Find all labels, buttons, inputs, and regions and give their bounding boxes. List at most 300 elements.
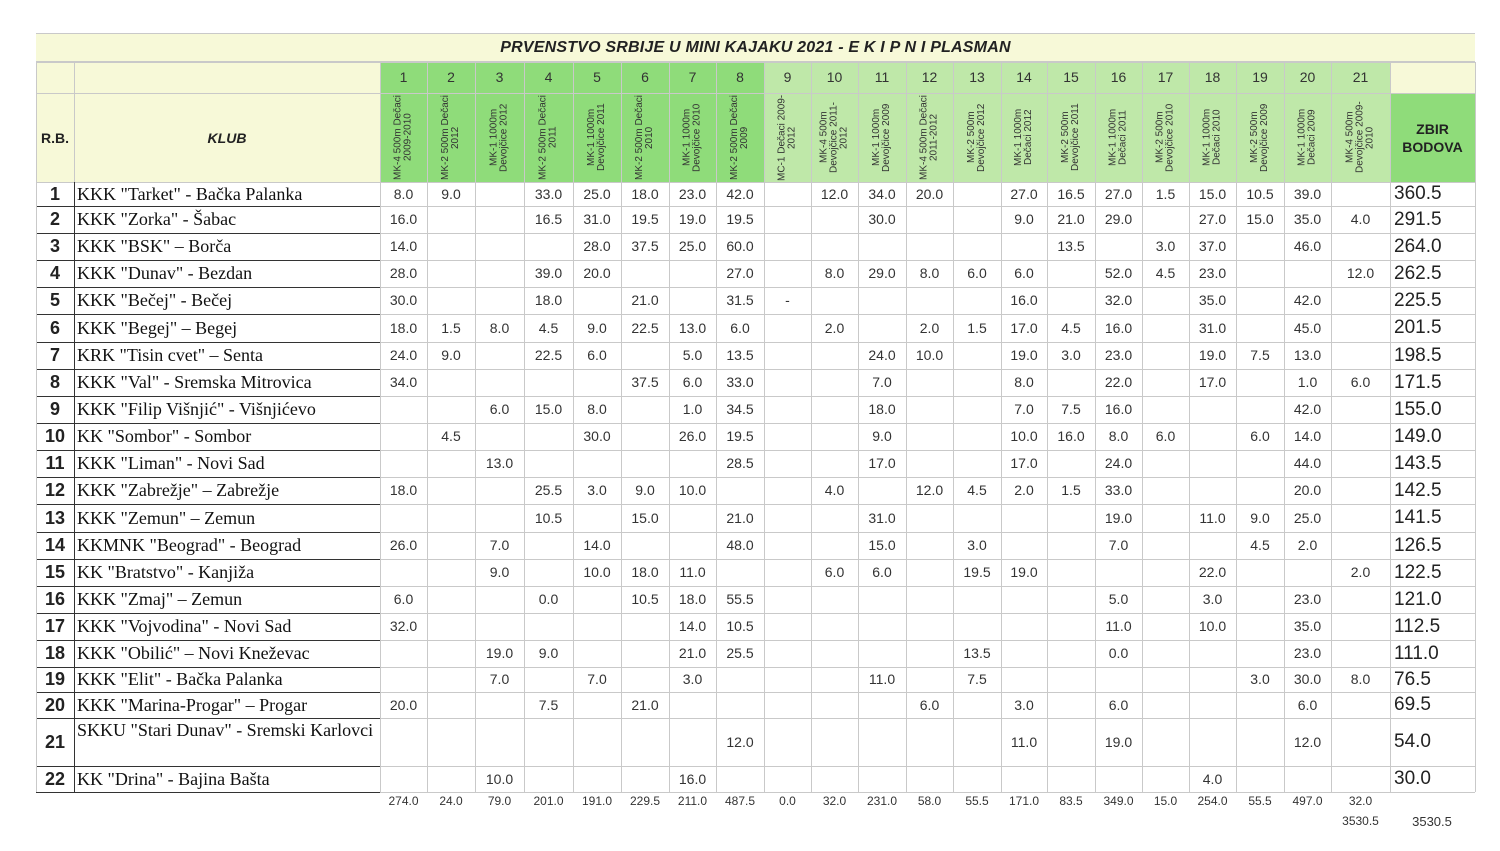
score-cell — [1095, 667, 1142, 692]
event-number: 6 — [621, 62, 669, 93]
club-total: 225.5 — [1394, 290, 1442, 311]
score-cell: 1.5 — [441, 320, 461, 336]
score-cell — [1047, 718, 1095, 766]
score-cell: 26.0 — [678, 428, 707, 444]
grid-line — [36, 396, 380, 397]
score-cell: 10.0 — [915, 347, 944, 363]
score-cell — [1142, 314, 1189, 342]
score-cell — [621, 532, 669, 559]
row-rank: 22 — [44, 769, 66, 789]
score-cell — [811, 369, 858, 396]
club-total: 264.0 — [1394, 236, 1442, 257]
score-cell — [811, 667, 858, 692]
club-total: 262.5 — [1394, 263, 1442, 284]
score-cell: 24.0 — [389, 347, 418, 363]
score-cell — [669, 504, 716, 532]
column-total: 55.5 — [1248, 794, 1272, 808]
score-cell: 11.0 — [1105, 618, 1132, 634]
score-cell: 33.0 — [726, 374, 754, 390]
score-cell — [573, 369, 621, 396]
club-header: KLUB — [74, 93, 380, 182]
score-cell — [1001, 586, 1047, 613]
score-cell: 20.0 — [1293, 482, 1322, 498]
page-title: PRVENSTVO SRBIJE U MINI KAJAKU 2021 - E K I P N I PLASMAN — [36, 33, 1475, 62]
score-cell — [858, 233, 906, 260]
score-cell — [1189, 450, 1236, 477]
column-total: 201.0 — [533, 794, 564, 808]
score-cell: 8.0 — [824, 265, 845, 281]
score-cell: 14.0 — [678, 618, 707, 634]
score-cell — [716, 559, 764, 586]
score-cell — [858, 766, 906, 792]
score-cell: 3.0 — [587, 482, 607, 498]
grid-line — [36, 504, 380, 505]
club-total: 121.0 — [1394, 589, 1442, 610]
grid-line — [74, 182, 75, 792]
score-cell — [524, 532, 573, 559]
score-cell — [669, 692, 716, 718]
score-cell: 30.0 — [583, 428, 611, 444]
score-cell: 32.0 — [389, 618, 418, 634]
grid-line — [36, 718, 380, 719]
score-cell — [906, 640, 953, 667]
score-cell — [906, 667, 953, 692]
score-cell: 10.5 — [631, 591, 659, 607]
score-cell — [1236, 233, 1284, 260]
score-cell — [764, 532, 811, 559]
row-rank: 6 — [49, 318, 60, 338]
grid-line — [380, 287, 1475, 288]
score-cell — [475, 182, 524, 206]
score-cell: 10.0 — [1010, 428, 1038, 444]
score-cell: 19.0 — [1010, 347, 1038, 363]
event-number: 5 — [573, 62, 621, 93]
score-cell — [1142, 667, 1189, 692]
score-cell — [1047, 586, 1095, 613]
score-cell — [669, 450, 716, 477]
score-cell: 6.0 — [682, 374, 703, 390]
score-cell — [1142, 532, 1189, 559]
score-cell — [1331, 314, 1390, 342]
club-total: 142.5 — [1394, 480, 1442, 501]
score-cell: 13.0 — [1293, 347, 1322, 363]
score-cell: 13.0 — [678, 320, 707, 336]
score-cell: 1.5 — [967, 320, 987, 336]
row-rank: 19 — [44, 669, 66, 689]
club-total: 198.5 — [1394, 345, 1442, 366]
score-cell — [953, 586, 1001, 613]
column-total: 191.0 — [581, 794, 613, 808]
club-total: 201.5 — [1394, 317, 1442, 338]
score-cell: 16.0 — [389, 211, 418, 227]
score-cell — [1284, 766, 1331, 792]
score-cell — [764, 692, 811, 718]
score-cell: 55.5 — [726, 591, 754, 607]
club-name: KKK "Obilić" – Novi Kneževac — [77, 643, 310, 663]
score-cell: 7.0 — [872, 374, 892, 390]
score-cell: 35.0 — [1198, 292, 1227, 308]
score-cell: 39.0 — [534, 265, 563, 281]
score-cell — [573, 586, 621, 613]
score-cell — [380, 396, 427, 423]
score-cell: 16.0 — [1104, 320, 1133, 336]
score-cell: 12.0 — [1293, 734, 1322, 750]
row-rank: 11 — [45, 453, 65, 473]
score-cell — [953, 342, 1001, 369]
score-cell — [764, 586, 811, 613]
club-name: KKK "Marina-Progar" – Progar — [77, 695, 308, 715]
score-cell — [716, 477, 764, 504]
score-cell: 8.0 — [1350, 671, 1371, 687]
score-cell — [524, 233, 573, 260]
score-cell — [1047, 766, 1095, 792]
score-cell — [764, 182, 811, 206]
score-cell — [1142, 613, 1189, 640]
score-cell — [1236, 260, 1284, 287]
score-cell — [1142, 640, 1189, 667]
event-label: MK-4 500m Devojčice 2011-2012 — [811, 93, 858, 182]
score-cell — [1189, 640, 1236, 667]
score-cell: 1.5 — [1155, 186, 1176, 202]
row-rank: 5 — [49, 290, 60, 310]
score-cell — [427, 206, 475, 233]
event-number: 15 — [1047, 62, 1095, 93]
score-cell — [811, 718, 858, 766]
score-cell: 4.5 — [1061, 320, 1081, 336]
score-cell: 25.0 — [583, 186, 611, 202]
score-cell: 25.0 — [1293, 510, 1322, 526]
score-cell: 32.0 — [1104, 292, 1133, 308]
score-cell: 34.0 — [868, 186, 896, 202]
club-name: KKK "Zabrežje" – Zabrežje — [77, 480, 280, 500]
score-cell: 25.5 — [726, 645, 754, 661]
score-cell: 45.0 — [1293, 320, 1322, 336]
grid-line — [36, 766, 380, 767]
score-cell — [764, 766, 811, 792]
row-rank: 2 — [49, 209, 60, 229]
column-total: 349.0 — [1103, 794, 1134, 808]
score-cell — [1331, 766, 1390, 792]
column-total: 211.0 — [677, 794, 708, 808]
score-cell — [1001, 667, 1047, 692]
score-cell: 12.0 — [1346, 265, 1375, 281]
score-cell: 6.0 — [1350, 374, 1371, 390]
score-cell — [1142, 559, 1189, 586]
score-cell: 1.0 — [682, 401, 703, 417]
club-total: 360.5 — [1394, 183, 1442, 204]
score-cell — [621, 613, 669, 640]
grid-line — [36, 423, 380, 424]
rb-header: R.B. — [36, 93, 74, 182]
grid-line — [380, 342, 1475, 343]
score-cell — [1236, 586, 1284, 613]
score-cell — [1001, 233, 1047, 260]
grid-line — [36, 369, 380, 370]
score-cell — [1331, 477, 1390, 504]
score-cell: 12.0 — [915, 482, 944, 498]
score-cell: 15.0 — [1246, 211, 1274, 227]
score-cell — [953, 287, 1001, 314]
score-cell — [475, 233, 524, 260]
score-cell: 35.0 — [1293, 618, 1322, 634]
score-cell — [1142, 342, 1189, 369]
column-total: 24.0 — [439, 794, 463, 808]
score-cell: 28.0 — [583, 238, 611, 254]
score-cell: 19.0 — [1104, 510, 1133, 526]
score-cell — [906, 718, 953, 766]
grid-line — [380, 396, 1475, 397]
column-total: 15.0 — [1153, 794, 1178, 808]
total-header — [1390, 93, 1475, 182]
event-label: MK-2 500m Devojčice 2011 — [1047, 93, 1095, 182]
score-cell: 27.0 — [1198, 211, 1227, 227]
score-cell — [621, 396, 669, 423]
score-cell — [380, 718, 427, 766]
score-cell: 31.0 — [1198, 320, 1227, 336]
grid-line — [380, 260, 1475, 261]
score-cell: 6.0 — [1297, 697, 1318, 713]
score-cell: 15.0 — [1198, 186, 1227, 202]
score-cell — [1142, 692, 1189, 718]
score-cell — [716, 692, 764, 718]
score-cell — [427, 613, 475, 640]
score-cell — [1047, 287, 1095, 314]
grid-line — [380, 532, 1475, 533]
club-name: KKK "Dunav" - Bezdan — [77, 263, 253, 283]
score-cell: 14.0 — [1293, 428, 1322, 444]
grid-line — [36, 93, 1475, 94]
score-cell — [1142, 450, 1189, 477]
total-header-line1: ZBIR — [1416, 120, 1449, 137]
score-cell: 1.0 — [1297, 374, 1318, 390]
score-cell: 34.5 — [726, 401, 754, 417]
score-cell — [669, 287, 716, 314]
score-cell: 31.0 — [868, 510, 896, 526]
score-cell — [1331, 692, 1390, 718]
row-rank: 3 — [49, 236, 60, 256]
score-cell: 27.0 — [1104, 186, 1133, 202]
score-cell — [1236, 287, 1284, 314]
grid-line — [36, 559, 380, 560]
grid-line — [716, 62, 717, 792]
score-cell — [621, 450, 669, 477]
score-cell: 6.0 — [730, 320, 750, 336]
score-cell — [1142, 504, 1189, 532]
score-cell — [858, 287, 906, 314]
score-cell — [427, 369, 475, 396]
grid-line — [36, 260, 380, 261]
score-cell: 35.0 — [1293, 211, 1322, 227]
grid-line — [380, 62, 381, 792]
score-cell — [1001, 504, 1047, 532]
event-label: MK-1 1000m Dečaci 2010 — [1189, 93, 1236, 182]
score-cell: 24.0 — [1104, 455, 1133, 471]
score-cell: 42.0 — [726, 186, 754, 202]
score-cell: 16.0 — [678, 771, 707, 787]
score-cell — [475, 477, 524, 504]
score-cell: 33.0 — [1104, 482, 1133, 498]
score-cell — [811, 423, 858, 450]
grid-line — [524, 62, 525, 792]
grid-line — [380, 792, 1475, 793]
score-cell: 3.0 — [1250, 671, 1270, 687]
score-cell: 31.0 — [583, 211, 611, 227]
column-total: 83.5 — [1059, 794, 1083, 808]
score-cell — [573, 640, 621, 667]
grid-line — [906, 62, 907, 792]
score-cell — [475, 586, 524, 613]
score-cell — [380, 559, 427, 586]
score-cell — [1142, 369, 1189, 396]
score-cell — [811, 532, 858, 559]
grid-line — [380, 586, 1475, 587]
grid-line — [380, 559, 1475, 560]
score-cell — [621, 640, 669, 667]
score-cell: 22.0 — [1198, 564, 1227, 580]
event-number: 21 — [1331, 62, 1390, 93]
row-rank: 15 — [44, 562, 66, 582]
event-label: MK-1 1000m Devojčice 2011 — [573, 93, 621, 182]
score-cell — [573, 692, 621, 718]
score-cell — [621, 260, 669, 287]
score-cell — [953, 613, 1001, 640]
score-cell: 21.0 — [1057, 211, 1085, 227]
club-total: 141.5 — [1394, 507, 1442, 528]
event-label: MC-1 Dečaci 2009-2012 — [764, 93, 811, 182]
score-cell: 12.0 — [726, 734, 754, 750]
score-cell — [1236, 477, 1284, 504]
score-cell — [811, 640, 858, 667]
club-total: 111.0 — [1394, 643, 1439, 664]
score-cell — [906, 504, 953, 532]
grid-line — [1390, 62, 1391, 792]
grid-line — [380, 766, 1475, 767]
score-cell: 7.5 — [538, 697, 559, 713]
event-number: 7 — [669, 62, 716, 93]
score-cell — [1331, 233, 1390, 260]
score-cell: 0.0 — [538, 591, 559, 607]
score-cell: 17.0 — [1198, 374, 1227, 390]
score-cell — [1047, 613, 1095, 640]
grid-line — [380, 314, 1475, 315]
score-cell: 4.5 — [1155, 265, 1176, 281]
score-cell — [621, 766, 669, 792]
score-cell — [524, 559, 573, 586]
score-cell — [906, 287, 953, 314]
score-cell: 21.0 — [726, 510, 754, 526]
score-cell: 23.0 — [1293, 591, 1322, 607]
score-cell: 22.5 — [631, 320, 659, 336]
grand-total: 3530.5 — [1412, 814, 1452, 829]
score-cell: 6.0 — [967, 265, 987, 281]
event-label: MK-1 1000m Dečaci 2011 — [1095, 93, 1142, 182]
score-cell: 29.0 — [1104, 211, 1133, 227]
grid-line — [1095, 62, 1096, 792]
score-cell — [953, 396, 1001, 423]
event-number: 20 — [1284, 62, 1331, 93]
score-cell: 19.0 — [1010, 564, 1038, 580]
column-total: 32.0 — [822, 794, 847, 808]
score-cell: 6.0 — [1250, 428, 1270, 444]
column-total: 254.0 — [1197, 794, 1228, 808]
score-cell: 37.5 — [631, 238, 659, 254]
score-cell — [1236, 450, 1284, 477]
event-number: 16 — [1095, 62, 1142, 93]
score-cell — [953, 182, 1001, 206]
score-cell: 7.0 — [1014, 401, 1034, 417]
score-cell — [380, 640, 427, 667]
club-name: KKK "Begej" – Begej — [77, 318, 238, 338]
score-cell — [475, 287, 524, 314]
score-cell — [1142, 206, 1189, 233]
row-rank: 21 — [44, 732, 66, 752]
score-cell: 7.5 — [967, 671, 987, 687]
row-rank: 17 — [44, 616, 66, 636]
score-cell: 30.0 — [389, 292, 418, 308]
score-cell — [764, 559, 811, 586]
grid-line — [1047, 62, 1048, 792]
score-cell — [427, 396, 475, 423]
score-cell — [906, 613, 953, 640]
club-name: KKMNK "Beograd" - Beograd — [77, 535, 302, 555]
score-cell: 23.0 — [1198, 265, 1227, 281]
score-cell: 7.5 — [1250, 347, 1270, 363]
event-number: 2 — [427, 62, 475, 93]
score-cell: 6.0 — [919, 697, 940, 713]
score-cell: 42.0 — [1293, 401, 1322, 417]
score-cell: 18.0 — [389, 482, 418, 498]
score-cell — [716, 667, 764, 692]
row-rank: 18 — [44, 643, 66, 663]
grid-line — [36, 692, 380, 693]
score-cell: 7.5 — [1061, 401, 1081, 417]
grid-line — [36, 62, 37, 792]
total-header-line2: BODOVA — [1402, 138, 1463, 155]
column-total: 171.0 — [1008, 794, 1040, 808]
score-cell — [1331, 342, 1390, 369]
score-cell — [953, 450, 1001, 477]
score-cell — [1284, 559, 1331, 586]
score-cell — [906, 532, 953, 559]
score-cell: 3.0 — [1061, 347, 1081, 363]
score-cell — [1331, 532, 1390, 559]
score-cell — [1331, 718, 1390, 766]
score-cell — [621, 667, 669, 692]
score-cell: 1.5 — [1061, 482, 1081, 498]
score-cell: 37.0 — [1198, 238, 1227, 254]
event-label: MK-1 1000m Devojčice 2009 — [858, 93, 906, 182]
score-cell — [1095, 233, 1142, 260]
club-name: KKK "Bečej" - Bečej — [77, 290, 233, 310]
club-name: KKK "Vojvodina" - Novi Sad — [77, 616, 292, 636]
event-label: MK-1 1000m Dečaci 2009 — [1284, 93, 1331, 182]
score-cell — [1236, 396, 1284, 423]
score-cell — [716, 766, 764, 792]
grid-line — [475, 62, 476, 792]
score-cell — [669, 260, 716, 287]
score-cell: 10.0 — [485, 771, 514, 787]
score-cell: 11.0 — [1010, 734, 1038, 750]
grid-line — [669, 62, 670, 792]
column-total: 32.0 — [1348, 794, 1373, 808]
score-cell: 27.0 — [726, 265, 754, 281]
event-label: MK-4 500m Dečaci 2009-2010 — [380, 93, 427, 182]
score-cell — [573, 450, 621, 477]
score-cell: 13.5 — [963, 645, 991, 661]
score-cell — [1047, 559, 1095, 586]
score-cell: 27.0 — [1010, 186, 1038, 202]
event-number: 12 — [906, 62, 953, 93]
